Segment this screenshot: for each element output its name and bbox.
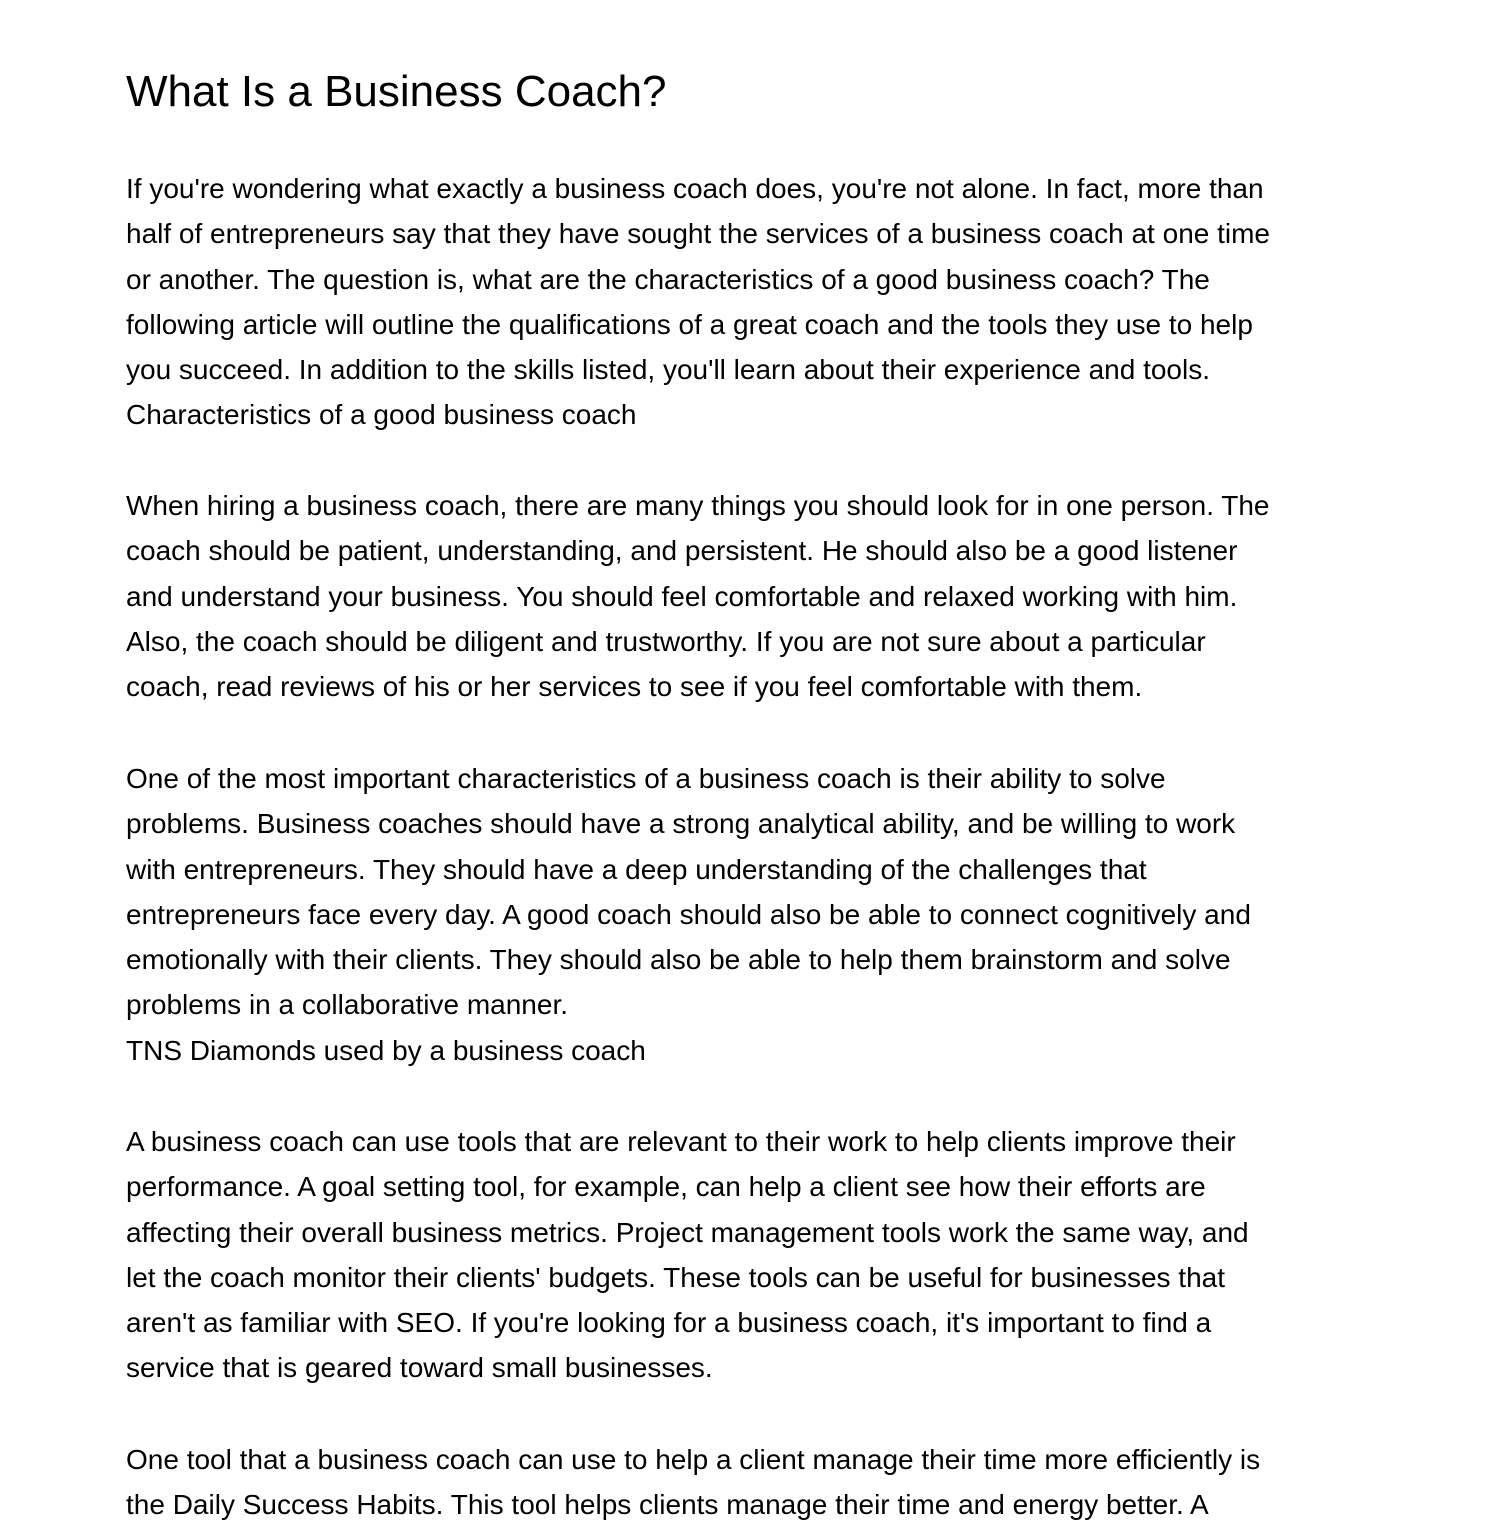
- text-line: coach should be patient, understanding, and persistent. He should also be a good listener: [126, 535, 1238, 567]
- paragraph-4: [126, 1119, 1376, 1391]
- text-line: A business coach can use tools that are relevant to their work to help clients improve their: [126, 1126, 1236, 1157]
- section-heading: Characteristics of a good business coach: [126, 399, 637, 431]
- text-line: half of entrepreneurs say that they have sought the services of a business coach at one time: [126, 218, 1271, 250]
- text-line: with entrepreneurs. They should have a deep understanding of the challenges that: [126, 853, 1147, 885]
- paragraph-1: [126, 166, 1376, 438]
- text-line: service that is geared toward small businesses.: [126, 1352, 713, 1384]
- text-line: let the coach monitor their clients' budgets. These tools can be useful for businesses that: [126, 1261, 1226, 1293]
- text-line: affecting their overall business metrics. Project management tools work the same way, and: [126, 1216, 1249, 1248]
- text-line: If you're wondering what exactly a business coach does, you're not alone. In fact, more than: [126, 173, 1264, 204]
- paragraph-5: [126, 1437, 1376, 1528]
- text-line: When hiring a business coach, there are many things you should look for in one person. The: [126, 490, 1270, 521]
- text-line: you succeed. In addition to the skills listed, you'll learn about their experience and tools.: [126, 354, 1210, 386]
- text-line: performance. A goal setting tool, for example, can help a client see how their efforts are: [126, 1171, 1206, 1203]
- text-line: and understand your business. You should feel comfortable and relaxed working with him.: [126, 580, 1238, 612]
- text-line: problems. Business coaches should have a strong analytical ability, and be willing to work: [126, 808, 1236, 840]
- text-line: One tool that a business coach can use to help a client manage their time more efficiently is: [126, 1444, 1261, 1475]
- section-heading: TNS Diamonds used by a business coach: [126, 1034, 646, 1066]
- text-line: or another. The question is, what are the characteristics of a good business coach? The: [126, 263, 1210, 295]
- text-line: aren't as familiar with SEO. If you're looking for a business coach, it's important to find a: [126, 1307, 1212, 1339]
- text-line: Also, the coach should be diligent and trustworthy. If you are not sure about a particular: [126, 625, 1206, 657]
- text-line: One of the most important characteristics of a business coach is their ability to solve: [126, 763, 1166, 794]
- paragraph-2: [126, 483, 1376, 709]
- document-title: What Is a Business Coach?: [126, 67, 667, 116]
- text-line: problems in a collaborative manner.: [126, 989, 569, 1021]
- text-line: coach, read reviews of his or her services to see if you feel comfortable with them.: [126, 671, 1143, 703]
- text-line: emotionally with their clients. They should also be able to help them brainstorm and solve: [126, 944, 1231, 976]
- text-line: following article will outline the qualifications of a great coach and the tools they use to help: [126, 308, 1253, 340]
- text-line: entrepreneurs face every day. A good coach should also be able to connect cognitively and: [126, 898, 1251, 930]
- paragraph-3: [126, 756, 1376, 1073]
- text-line: the Daily Success Habits. This tool helps clients manage their time and energy better. A: [126, 1489, 1209, 1521]
